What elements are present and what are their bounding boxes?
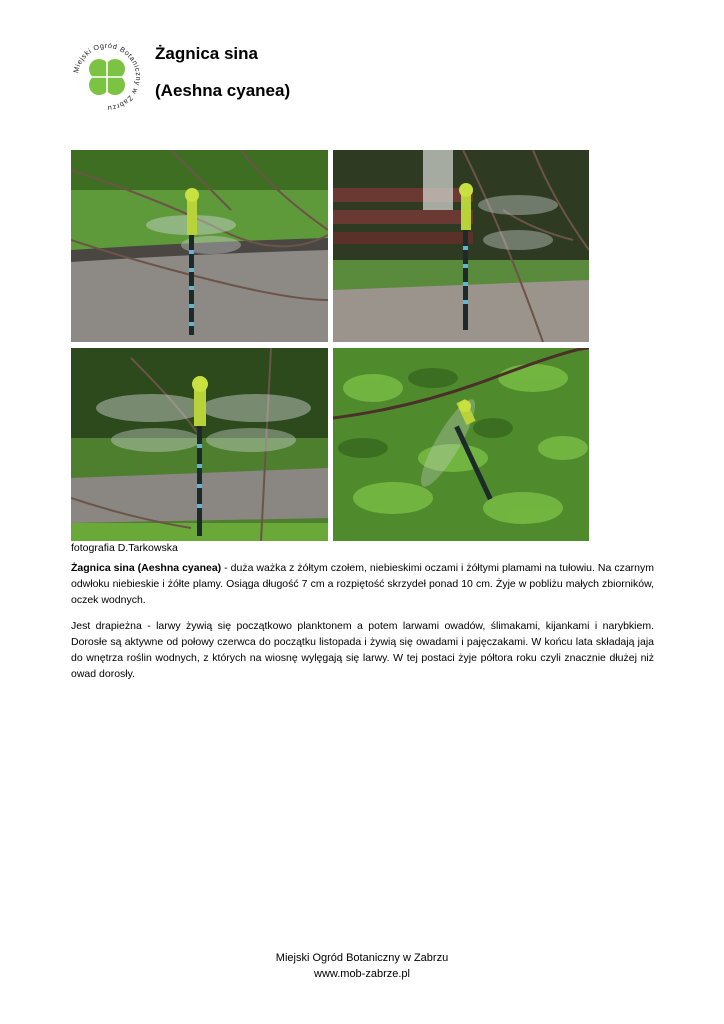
- description-paragraph-1: [71, 560, 654, 608]
- description-text: - duża ważka z żółtym czołem, niebieskimi oczami i żółtymi plamami na tułowiu. Na czarnym odwłoku niebieskie i żółte plamy. Osiąga długość 7 cm a rozpiętość skrzydeł ponad 10 cm. Żyje w pobliżu małych zbiorników, oczek wodnych.: [71, 562, 654, 606]
- photo-credit: fotografia D.Tarkowska: [71, 542, 178, 554]
- page-subtitle: (Aeshna cyanea): [155, 81, 291, 100]
- footer-website: www.mob-zabrze.pl: [314, 968, 410, 980]
- footer-organization: Miejski Ogród Botaniczny w Zabrzu: [275, 952, 449, 964]
- page-title: Żagnica sina: [155, 44, 258, 63]
- species-name: Żagnica sina (Aeshna cyanea): [71, 562, 222, 574]
- dragonfly-photo-3: [71, 348, 328, 541]
- dragonfly-photo-2: [333, 150, 589, 342]
- garden-logo: [70, 40, 144, 114]
- dragonfly-photo-1: [71, 150, 328, 342]
- svg-text:Miejski Ogród Botaniczny w Zab: Miejski Ogród Botaniczny w Zabrzu: [71, 40, 144, 114]
- clover-logo-icon: [70, 40, 144, 114]
- dragonfly-photo-4: [333, 348, 589, 541]
- description-paragraph-2: Jest drapieżna - larwy żywią się początkowo planktonem a potem larwami owadów, ślimakami, kijankami i narybkiem. Dorosłe są aktywne od połowy czerwca do początku listopada i żywią się owadami i pajęczakami. W końcu lata składają jaja do wnętrza roślin wodnych, z których na wiosnę wylęgają się larwy. W tej postaci żyje półtora roku czyli znacznie dłużej niż owad dorosły.: [71, 620, 654, 680]
